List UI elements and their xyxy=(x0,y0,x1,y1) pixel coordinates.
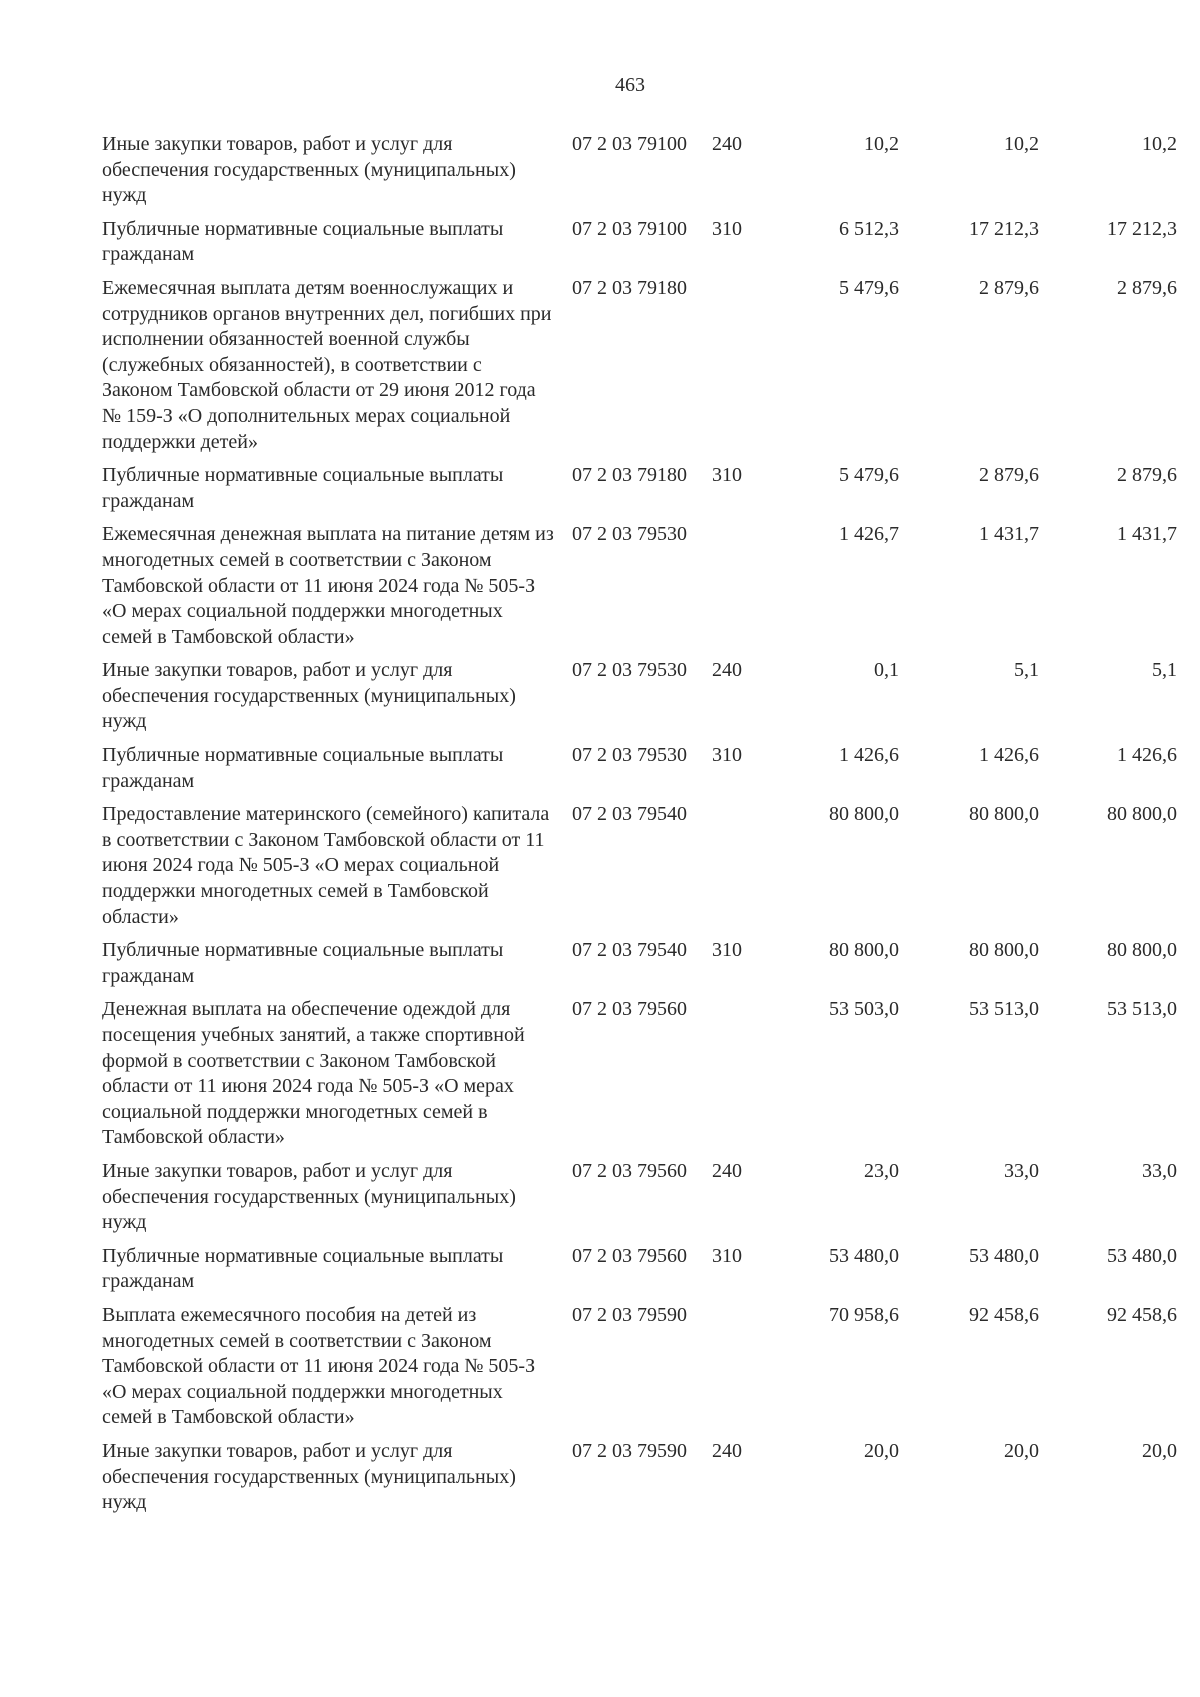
table-row xyxy=(102,276,1177,455)
row-amount-2: 33,0 xyxy=(1004,1159,1039,1182)
table-row xyxy=(102,743,1177,794)
row-amount-3: 53 513,0 xyxy=(1107,998,1177,1021)
row-description: Выплата ежемесячного пособия на детей из многодетных семей в соответствии с Законом Тамбовской области от 11 июня 2024 года № 505-З «О мерах социальной поддержки многодетных семей в Тамбовской области» xyxy=(102,1303,536,1429)
row-amount-1: 5 479,6 xyxy=(839,464,899,487)
row-target-code: 07 2 03 79530 xyxy=(572,523,687,546)
row-amount-1: 0,1 xyxy=(874,659,899,682)
row-amount-3: 1 431,7 xyxy=(1117,523,1177,546)
row-expense-type: 240 xyxy=(712,1439,742,1462)
row-target-code: 07 2 03 79180 xyxy=(572,276,687,299)
row-description: Иные закупки товаров, работ и услуг для обеспечения государственных (муниципальных) нужд xyxy=(102,1439,516,1514)
row-amount-2: 20,0 xyxy=(1004,1439,1039,1462)
row-target-code: 07 2 03 79180 xyxy=(572,464,687,487)
row-amount-2: 1 431,7 xyxy=(979,523,1039,546)
row-amount-1: 6 512,3 xyxy=(839,217,899,240)
row-target-code: 07 2 03 79530 xyxy=(572,659,687,682)
table-row xyxy=(102,1159,1177,1236)
row-amount-3: 5,1 xyxy=(1152,659,1177,682)
row-amount-1: 80 800,0 xyxy=(829,803,899,826)
table-row xyxy=(102,522,1177,650)
page-number: 463 xyxy=(615,74,645,96)
row-expense-type: 310 xyxy=(712,464,742,487)
row-expense-type: 240 xyxy=(712,659,742,682)
row-expense-type: 310 xyxy=(712,939,742,962)
table-row xyxy=(102,217,1177,268)
row-description: Предоставление материнского (семейного) капитала в соответствии с Законом Тамбовской области от 11 июня 2024 года № 505-З «О мерах социальной поддержки многодетных семей в Тамбовской области» xyxy=(102,803,550,928)
row-amount-1: 1 426,7 xyxy=(839,523,899,546)
table-row xyxy=(102,802,1177,930)
row-target-code: 07 2 03 79100 xyxy=(572,217,687,240)
row-amount-1: 5 479,6 xyxy=(839,276,899,299)
row-amount-3: 17 212,3 xyxy=(1107,217,1177,240)
row-amount-1: 20,0 xyxy=(864,1439,899,1462)
row-amount-3: 1 426,6 xyxy=(1117,744,1177,767)
row-target-code: 07 2 03 79590 xyxy=(572,1303,687,1326)
row-expense-type: 310 xyxy=(712,744,742,767)
row-description: Публичные нормативные социальные выплаты гражданам xyxy=(102,1244,504,1293)
table-row xyxy=(102,1439,1177,1516)
row-amount-1: 23,0 xyxy=(864,1159,899,1182)
row-description: Публичные нормативные социальные выплаты гражданам xyxy=(102,217,504,266)
row-amount-3: 80 800,0 xyxy=(1107,803,1177,826)
budget-table xyxy=(102,132,1177,1524)
row-amount-1: 53 503,0 xyxy=(829,998,899,1021)
row-amount-1: 1 426,6 xyxy=(839,744,899,767)
row-amount-2: 2 879,6 xyxy=(979,276,1039,299)
row-expense-type: 310 xyxy=(712,1244,742,1267)
row-description: Ежемесячная выплата детям военнослужащих и сотрудников органов внутренних дел, погибших при исполнении обязанностей военной службы (служебных обязанностей), в соответствии с Законом Тамбовской области от 29 июня 2012 года № 159-З «О дополнительных мерах социальной поддержки детей» xyxy=(102,276,552,453)
row-amount-3: 2 879,6 xyxy=(1117,464,1177,487)
row-description: Денежная выплата на обеспечение одеждой для посещения учебных занятий, а также спортивной формой в соответствии с Законом Тамбовской области от 11 июня 2024 года № 505-З «О мерах социальной поддержки многодетных семей в Тамбовской области» xyxy=(102,998,525,1149)
row-amount-3: 20,0 xyxy=(1142,1439,1177,1462)
table-row xyxy=(102,132,1177,209)
row-description: Иные закупки товаров, работ и услуг для обеспечения государственных (муниципальных) нужд xyxy=(102,1159,516,1234)
row-amount-3: 2 879,6 xyxy=(1117,276,1177,299)
row-amount-1: 10,2 xyxy=(864,133,899,155)
row-amount-2: 80 800,0 xyxy=(969,939,1039,962)
row-amount-1: 70 958,6 xyxy=(829,1303,899,1326)
row-amount-2: 80 800,0 xyxy=(969,803,1039,826)
table-row xyxy=(102,463,1177,514)
row-target-code: 07 2 03 79100 xyxy=(572,133,687,155)
row-target-code: 07 2 03 79530 xyxy=(572,744,687,767)
row-amount-3: 92 458,6 xyxy=(1107,1303,1177,1326)
row-amount-3: 10,2 xyxy=(1142,133,1177,155)
row-amount-2: 5,1 xyxy=(1014,659,1039,682)
row-target-code: 07 2 03 79540 xyxy=(572,939,687,962)
table-row xyxy=(102,938,1177,989)
row-amount-1: 53 480,0 xyxy=(829,1244,899,1267)
row-amount-2: 17 212,3 xyxy=(969,217,1039,240)
row-expense-type: 240 xyxy=(712,133,742,155)
row-target-code: 07 2 03 79590 xyxy=(572,1439,687,1462)
row-description: Ежемесячная денежная выплата на питание детям из многодетных семей в соответствии с Законом Тамбовской области от 11 июня 2024 года № 505-З «О мерах социальной поддержки многодетных семей в Тамбовской области» xyxy=(102,523,554,648)
row-target-code: 07 2 03 79540 xyxy=(572,803,687,826)
row-description: Публичные нормативные социальные выплаты гражданам xyxy=(102,744,504,792)
row-expense-type: 310 xyxy=(712,217,742,240)
row-amount-2: 2 879,6 xyxy=(979,464,1039,487)
row-amount-2: 92 458,6 xyxy=(969,1303,1039,1326)
row-amount-1: 80 800,0 xyxy=(829,939,899,962)
row-amount-3: 33,0 xyxy=(1142,1159,1177,1182)
row-description: Иные закупки товаров, работ и услуг для обеспечения государственных (муниципальных) нужд xyxy=(102,133,516,207)
table-row xyxy=(102,658,1177,735)
row-amount-3: 53 480,0 xyxy=(1107,1244,1177,1267)
row-target-code: 07 2 03 79560 xyxy=(572,998,687,1021)
row-amount-3: 80 800,0 xyxy=(1107,939,1177,962)
row-expense-type: 240 xyxy=(712,1159,742,1182)
row-target-code: 07 2 03 79560 xyxy=(572,1159,687,1182)
row-amount-2: 1 426,6 xyxy=(979,744,1039,767)
row-amount-2: 53 513,0 xyxy=(969,998,1039,1021)
table-row xyxy=(102,1244,1177,1295)
table-row xyxy=(102,997,1177,1151)
row-amount-2: 10,2 xyxy=(1004,133,1039,155)
row-target-code: 07 2 03 79560 xyxy=(572,1244,687,1267)
row-description: Публичные нормативные социальные выплаты гражданам xyxy=(102,464,504,512)
row-amount-2: 53 480,0 xyxy=(969,1244,1039,1267)
row-description: Публичные нормативные социальные выплаты гражданам xyxy=(102,939,504,987)
table-row xyxy=(102,1303,1177,1431)
row-description: Иные закупки товаров, работ и услуг для обеспечения государственных (муниципальных) нужд xyxy=(102,659,516,733)
